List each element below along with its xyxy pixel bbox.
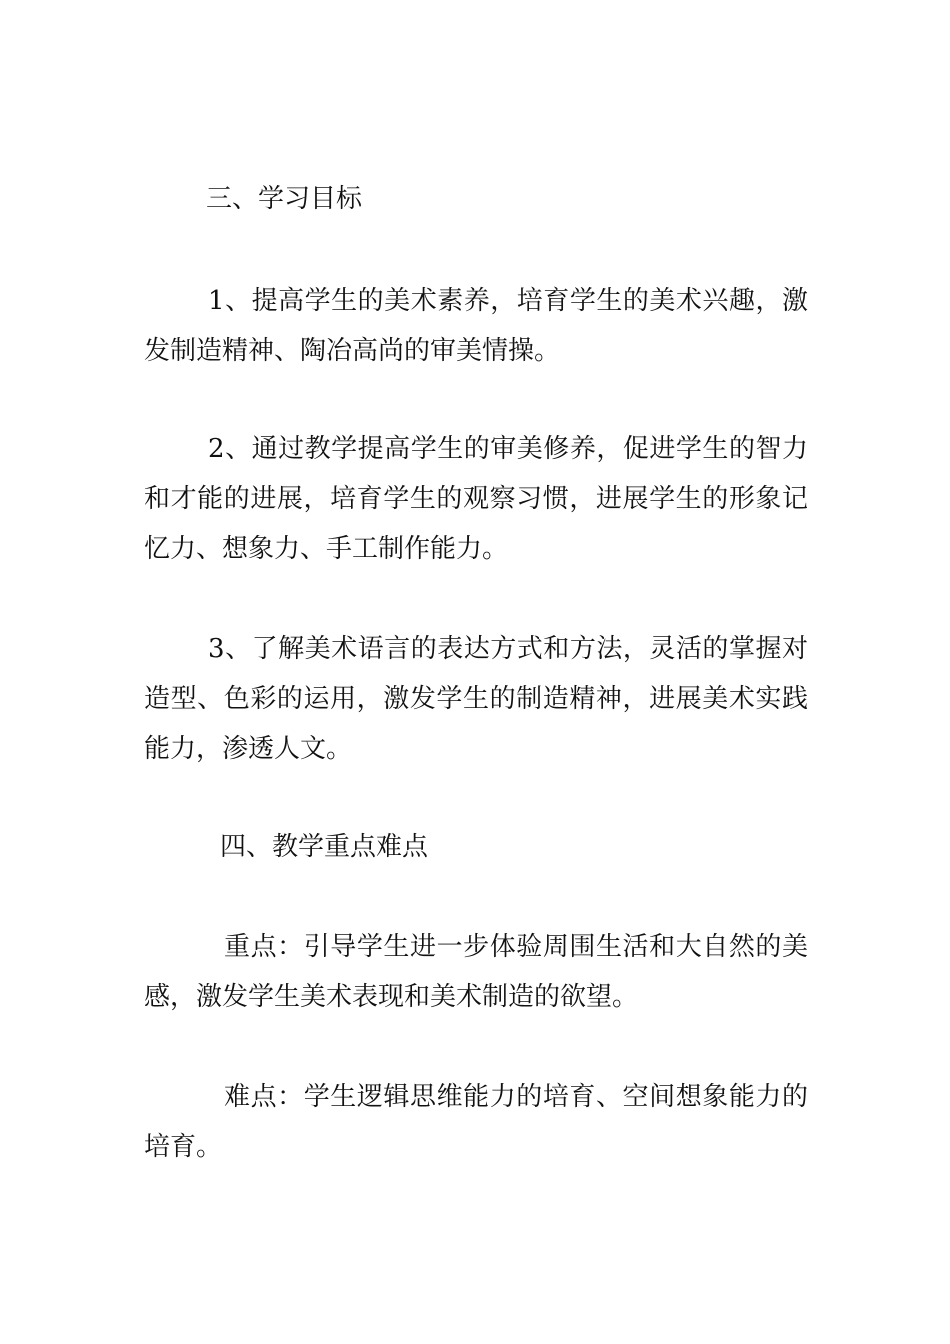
section-heading-learning-objectives: 三、学习目标 (206, 184, 363, 214)
objective-item-2: 2、通过教学提高学生的审美修养，促进学生的智力和才能的进展，培育学生的观察习惯，进展学生的形象记忆力、想象力、手工制作能力。 (144, 434, 808, 564)
objective-item-1: 1、提高学生的美术素养，培育学生的美术兴趣，激发制造精神、陶冶高尚的审美情操。 (144, 286, 808, 366)
objective-item-3: 3、了解美术语言的表达方式和方法，灵活的掌握对造型、色彩的运用，激发学生的制造精神，进展美术实践能力，渗透人文。 (144, 634, 808, 764)
key-point-paragraph: 重点：引导学生进一步体验周围生活和大自然的美感，激发学生美术表现和美术制造的欲望。 (144, 932, 808, 1012)
difficult-point-paragraph: 难点：学生逻辑思维能力的培育、空间想象能力的培育。 (144, 1082, 808, 1162)
section-heading-key-difficult-points: 四、教学重点难点 (220, 832, 429, 862)
